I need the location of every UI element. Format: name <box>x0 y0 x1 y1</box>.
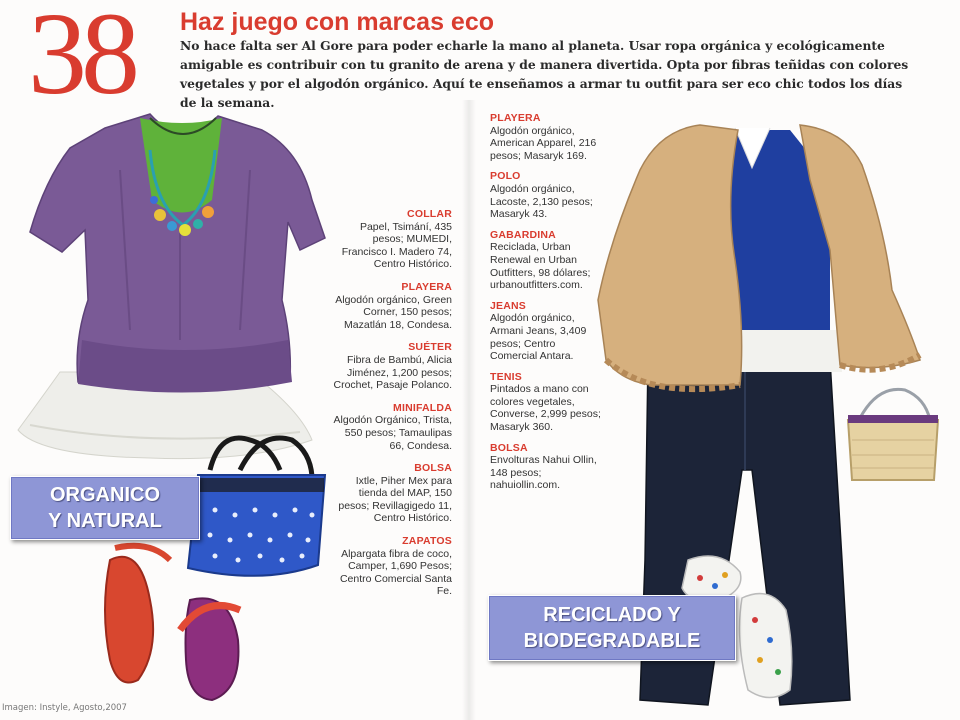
callout-reciclado-biodegradable <box>488 595 736 661</box>
caption-heading: MINIFALDA <box>393 401 452 414</box>
caption-text: Algodón orgánico, American Apparel, 216 pesos; Masaryk 169. <box>490 124 597 162</box>
caption-heading: GABARDINA <box>490 228 556 241</box>
caption-text: Reciclada, Urban Renewal en Urban Outfitters, 98 dólares; urbanoutfitters.com. <box>490 241 591 292</box>
caption-heading: PLAYERA <box>401 280 452 293</box>
article-intro: No hace falta ser Al Gore para poder echarle la mano al planeta. Usar ropa orgánica y ecológicamente amigable es contribuir con tu granito de arena y de manera divertida. Opta por fibras teñidas con colores vegetales y por el algodón orgánico. Aquí te enseñamos a armar tu outfit para ser eco chic todos los días de la semana. <box>180 38 909 110</box>
caption-text: Algodón orgánico, Lacoste, 2,130 pesos; Masaryk 43. <box>490 182 593 221</box>
caption-text: Algodón orgánico, Armani Jeans, 3,409 pesos; Centro Comercial Antara. <box>490 312 587 363</box>
caption-text: Alpargata fibra de coco, Camper, 1,690 Pesos; Centro Comercial Santa Fe. <box>339 547 452 598</box>
caption-heading: SUÉTER <box>408 341 452 354</box>
callout-line: BIODEGRADABLE <box>523 630 701 652</box>
caption-heading: COLLAR <box>407 208 452 220</box>
caption-playera <box>490 112 605 162</box>
caption-jeans <box>490 300 605 363</box>
painted-sneaker-2 <box>740 594 792 698</box>
left-captions <box>330 208 452 608</box>
caption-heading: BOLSA <box>490 441 528 454</box>
image-credit: Imagen: Instyle, Agosto,2007 <box>2 703 127 713</box>
callout-organico-natural <box>10 476 200 540</box>
caption-text: Envolturas Nahui Ollin, 148 pesos; nahuiollin.com. <box>490 454 597 492</box>
page-gutter <box>462 100 476 720</box>
caption-playera <box>330 281 452 331</box>
caption-heading: TENIS <box>490 370 522 383</box>
caption-heading: PLAYERA <box>490 112 541 124</box>
caption-heading: BOLSA <box>414 462 452 475</box>
caption-text: Fibra de Bambú, Alicia Jiménez, 1,200 pesos; Crochet, Pasaje Polanco. <box>333 353 452 392</box>
callout-line: ORGANICO <box>50 484 160 506</box>
caption-text: Pintados a mano con colores vegetales, Converse, 2,999 pesos; Masaryk 360. <box>490 383 601 434</box>
caption-sueter <box>330 341 452 391</box>
caption-tenis <box>490 371 605 434</box>
right-captions <box>490 112 605 500</box>
left-outfit-image <box>18 114 325 700</box>
tan-trench-coat <box>598 125 742 385</box>
straw-bag <box>848 420 938 480</box>
caption-collar <box>330 208 452 271</box>
caption-polo <box>490 170 605 220</box>
caption-text: Algodón Orgánico, Trista, 550 pesos; Tamaulipas 66, Condesa. <box>333 414 452 452</box>
caption-heading: POLO <box>490 170 521 183</box>
caption-zapatos <box>330 535 452 598</box>
caption-text: Ixtle, Piher Mex para tienda del MAP, 150 pesos; Revillagigedo 11, Centro Histórico. <box>338 474 452 525</box>
caption-text: Algodón orgánico, Green Corner, 150 pesos; Mazatlán 18, Condesa. <box>335 293 452 331</box>
page-number: 38 <box>28 0 134 119</box>
red-espadrille <box>105 557 153 683</box>
caption-heading: JEANS <box>490 299 527 312</box>
caption-minifalda <box>330 402 452 452</box>
caption-heading: ZAPATOS <box>402 535 452 548</box>
caption-bolsa <box>330 462 452 525</box>
caption-bolsa <box>490 442 605 492</box>
callout-line: RECICLADO Y <box>543 604 681 626</box>
caption-gabardina <box>490 229 605 292</box>
article-headline: Haz juego con marcas eco <box>180 8 495 36</box>
callout-line: Y NATURAL <box>48 510 162 532</box>
caption-text: Papel, Tsimání, 435 pesos; MUMEDI, Francisco I. Madero 74, Centro Histórico. <box>341 220 452 271</box>
